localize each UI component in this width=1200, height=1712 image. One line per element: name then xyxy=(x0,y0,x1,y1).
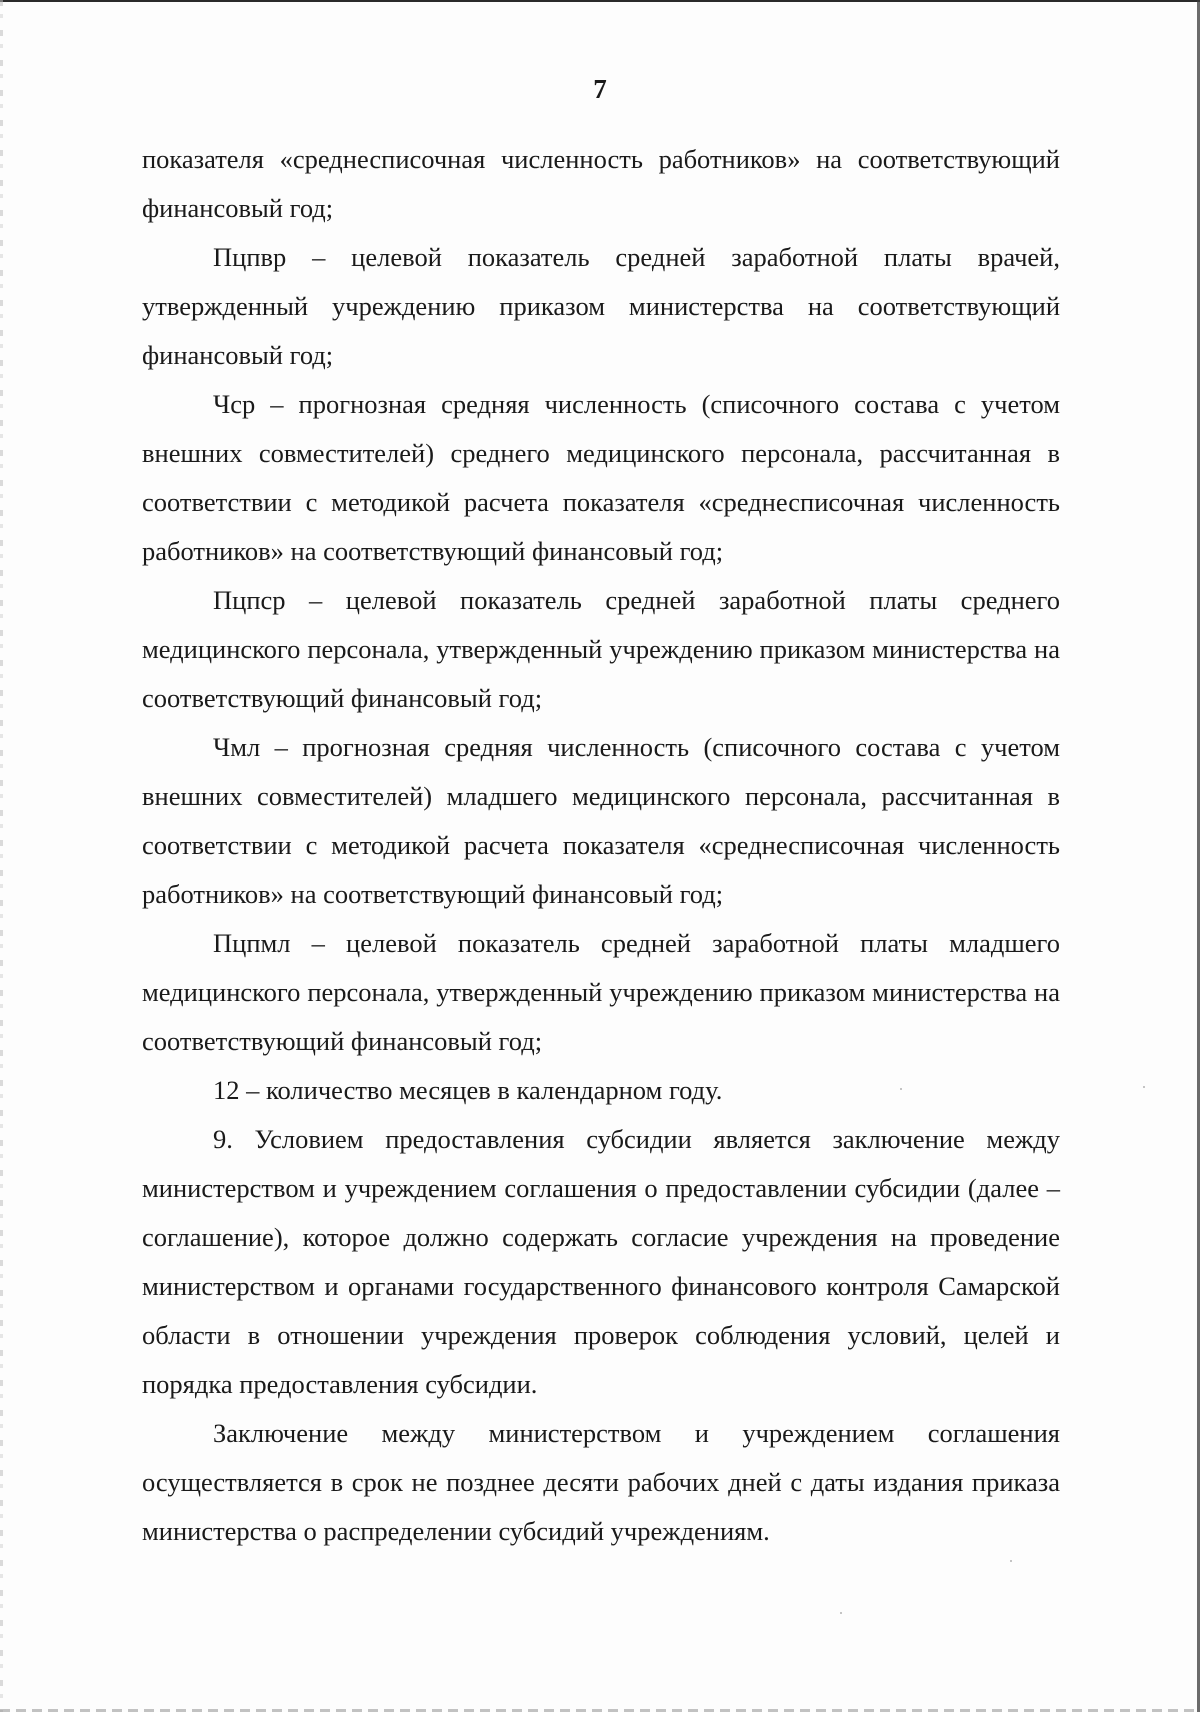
scan-speck xyxy=(900,1088,902,1090)
paragraph-months-definition: 12 – количество месяцев в календарном году. xyxy=(213,1075,723,1105)
paragraph-agreement-deadline: Заключение между министерством и учреждением соглашения осуществляется в срок не позднее десяти рабочих дней с даты издания приказа министерства о распределении субсидий учреждениям. xyxy=(142,1418,1060,1546)
page-number: 7 xyxy=(593,74,607,104)
paragraph-pcpvr-definition: Пцпвр – целевой показатель средней заработной платы врачей, утвержденный учреждению приказом министерства на соответствующий финансовый год; xyxy=(142,242,1060,370)
page-edge-left xyxy=(0,0,3,1712)
paragraph-pcpsr-definition: Пцпср – целевой показатель средней заработной платы среднего медицинского персонала, утвержденный учреждению приказом министерства на соответствующий финансовый год; xyxy=(142,585,1060,713)
paragraph-chsr-definition: Чср – прогнозная средняя численность (списочного состава с учетом внешних совместителей) среднего медицинского персонала, рассчитанная в соответствии с методикой расчета показателя «среднесписочная численность работников» на соответствующий финансовый год; xyxy=(142,389,1060,566)
scan-speck xyxy=(1143,1086,1145,1088)
page-edge-top xyxy=(0,0,1200,2)
paragraph-pcpml-definition: Пцпмл – целевой показатель средней заработной платы младшего медицинского персонала, утвержденный учреждению приказом министерства на соответствующий финансовый год; xyxy=(142,928,1060,1056)
document-body xyxy=(142,135,1060,1556)
paragraph-clause-9: 9. Условием предоставления субсидии является заключение между министерством и учреждением соглашения о предоставлении субсидии (далее – соглашение), которое должно содержать согласие учреждения на проведение министерством и органами государственного финансового контроля Самарской области в отношении учреждения проверок соблюдения условий, целей и порядка предоставления субсидии. xyxy=(142,1124,1060,1399)
scan-speck xyxy=(840,1612,842,1614)
paragraph-chml-definition: Чмл – прогнозная средняя численность (списочного состава с учетом внешних совместителей) младшего медицинского персонала, рассчитанная в соответствии с методикой расчета показателя «среднесписочная численность работников» на соответствующий финансовый год; xyxy=(142,732,1060,909)
scan-speck xyxy=(1010,1560,1012,1562)
paragraph-continuation: показателя «среднесписочная численность работников» на соответствующий финансовый год; xyxy=(142,144,1060,223)
